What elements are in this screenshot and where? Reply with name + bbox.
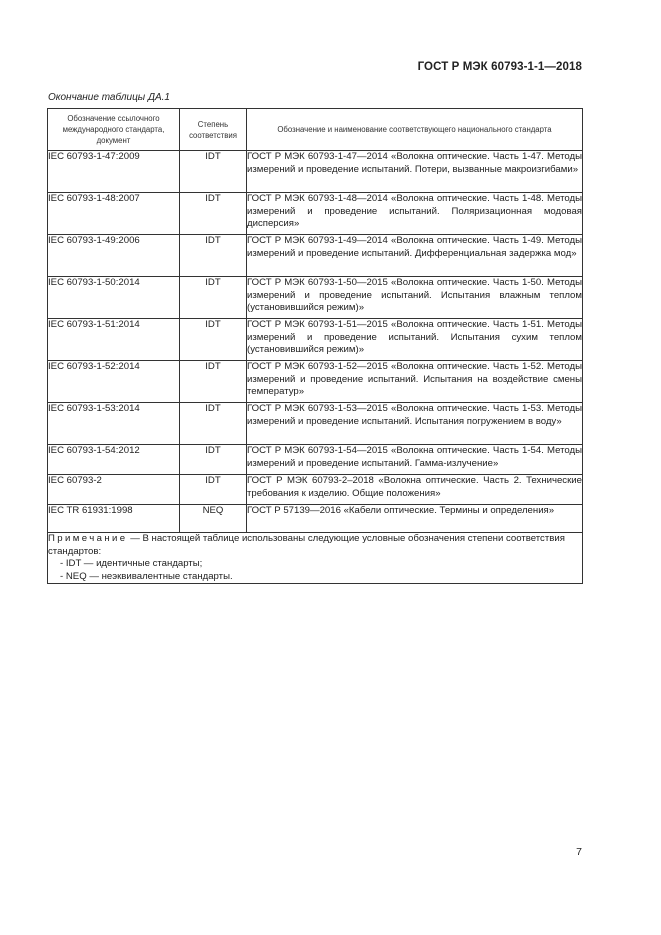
note-label: Примечание (48, 533, 128, 544)
table-note (48, 533, 583, 584)
degree-cell: IDT (180, 403, 247, 445)
table-row (48, 235, 583, 277)
national-standard-cell: ГОСТ Р МЭК 60793-1-48—2014 «Волокна оптические. Часть 1-48. Методы измерений и проведение испытаний. Поляризационная модовая дисперсия» (247, 193, 583, 235)
degree-cell: IDT (180, 235, 247, 277)
note-item-neq: - NEQ — неэквивалентные стандарты. (60, 570, 233, 582)
reference-standard-cell: IEC 60793-1-53:2014 (48, 403, 180, 445)
document-code-header: ГОСТ Р МЭК 60793-1-1—2018 (417, 61, 582, 73)
table-row (48, 193, 583, 235)
reference-standard-cell: IEC 60793-1-54:2012 (48, 445, 180, 475)
table-row (48, 277, 583, 319)
table-caption: Окончание таблицы ДА.1 (48, 92, 170, 103)
table-row (48, 403, 583, 445)
national-standard-cell: ГОСТ Р МЭК 60793-1-50—2015 «Волокна оптические. Часть 1-50. Методы измерений и проведение испытаний. Испытания влажным теплом (установившийся режим)» (247, 277, 583, 319)
national-standard-cell: ГОСТ Р МЭК 60793-1-54—2015 «Волокна оптические. Часть 1-54. Методы измерений и проведение испытаний. Гамма-излучение» (247, 445, 583, 475)
national-standard-cell: ГОСТ Р 57139—2016 «Кабели оптические. Термины и определения» (247, 505, 583, 533)
reference-standard-cell: IEC 60793-1-51:2014 (48, 319, 180, 361)
reference-standard-cell: IEC 60793-2 (48, 475, 180, 505)
reference-standard-cell: IEC TR 61931:1998 (48, 505, 180, 533)
table-row (48, 361, 583, 403)
national-standard-cell: ГОСТ Р МЭК 60793-1-47—2014 «Волокна оптические. Часть 1-47. Методы измерений и проведение испытаний. Потери, вызванные макроизгибами» (247, 151, 583, 193)
reference-standard-cell: IEC 60793-1-52:2014 (48, 361, 180, 403)
degree-cell: IDT (180, 277, 247, 319)
reference-standard-cell: IEC 60793-1-48:2007 (48, 193, 180, 235)
header-degree: Степень соответствия (180, 109, 247, 151)
degree-cell: IDT (180, 445, 247, 475)
table-row (48, 445, 583, 475)
degree-cell: IDT (180, 361, 247, 403)
note-text: — В настоящей таблице использованы следующие условные обозначения степени соответствия стандартов: (48, 533, 565, 557)
national-standard-cell: ГОСТ Р МЭК 60793-1-53—2015 «Волокна оптические. Часть 1-53. Методы измерений и проведение испытаний. Испытания погружением в воду» (247, 403, 583, 445)
reference-standard-cell: IEC 60793-1-47:2009 (48, 151, 180, 193)
page-number: 7 (576, 846, 582, 858)
degree-cell: IDT (180, 151, 247, 193)
degree-cell: IDT (180, 475, 247, 505)
table-row (48, 475, 583, 505)
header-national-standard: Обозначение и наименование соответствующего национального стандарта (247, 109, 583, 151)
degree-cell: NEQ (180, 505, 247, 533)
table-row (48, 319, 583, 361)
table-row (48, 151, 583, 193)
national-standard-cell: ГОСТ Р МЭК 60793-1-49—2014 «Волокна оптические. Часть 1-49. Методы измерений и проведение испытаний. Дифференциальная задержка мод» (247, 235, 583, 277)
note-item-idt: - IDT — идентичные стандарты; (60, 558, 203, 570)
table-row (48, 505, 583, 533)
header-reference-standard: Обозначение ссылочного международного стандарта, документ (48, 109, 180, 151)
reference-standard-cell: IEC 60793-1-49:2006 (48, 235, 180, 277)
national-standard-cell: ГОСТ Р МЭК 60793-2–2018 «Волокна оптические. Часть 2. Технические требования к изделию. Общие положения» (247, 475, 583, 505)
reference-standard-cell: IEC 60793-1-50:2014 (48, 277, 180, 319)
national-standard-cell: ГОСТ Р МЭК 60793-1-51—2015 «Волокна оптические. Часть 1-51. Методы измерений и проведение испытаний. Испытания сухим теплом (установившийся режим)» (247, 319, 583, 361)
note-row (48, 533, 583, 584)
national-standard-cell: ГОСТ Р МЭК 60793-1-52—2015 «Волокна оптические. Часть 1-52. Методы измерений и проведение испытаний. Испытания на воздействие смены температур» (247, 361, 583, 403)
degree-cell: IDT (180, 319, 247, 361)
degree-cell: IDT (180, 193, 247, 235)
standards-table (47, 108, 583, 584)
